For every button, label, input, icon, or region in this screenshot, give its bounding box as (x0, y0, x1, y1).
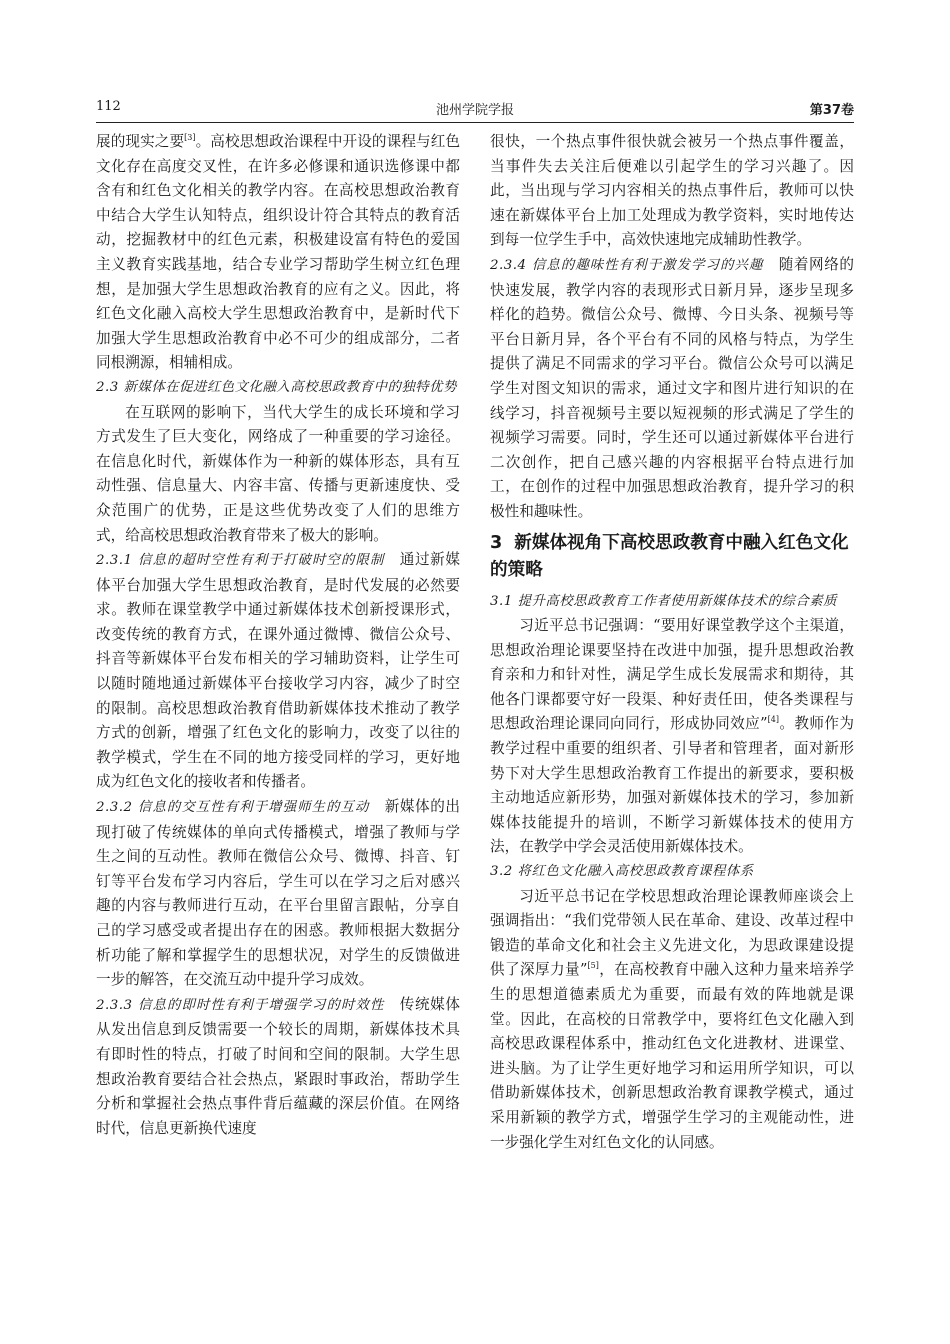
page-number: 112 (96, 99, 121, 114)
section-heading-2-3: 2.3 新媒体在促进红色文化融入高校思政教育中的独特优势 (96, 379, 457, 395)
running-header (96, 96, 854, 123)
paragraph: 在互联网的影响下，当代大学生的成长环境和学习方式发生了巨大变化，网络成了一种重要的学习途径。在信息化时代，新媒体作为一种新的媒体形态，具有互动性强、信息量大、内容丰富、传播与更新速度快、受众范围广的优势，正是这些优势改变了人们的思维方式，给高校思想政治教育带来了极大的影响。 (96, 403, 460, 544)
volume-label: 第37卷 (809, 103, 854, 118)
paragraph: 2.3.4 信息的趣味性有利于激发学习的兴趣 随着网络的快速发展，教学内容的表现形式日新月异，逐步呈现多样化的趋势。微信公众号、微博、今日头条、视频号等平台日新月异，各个平台有不同的风格与特点，为学生提供了满足不同需求的学习平台。微信公众号可以满足学生对图文知识的需求，通过文字和图片进行知识的在线学习，抖音视频号主要以短视频的形式满足了学生的视频学习需要。同时，学生还可以通过新媒体平台进行二次创作，把自己感兴趣的内容根据平台特点进行加工，在创作的过程中加强思想政治教育，提升学习的积极性和趣味性。 (490, 255, 854, 520)
citation-ref[interactable]: [3] (184, 133, 196, 143)
paragraph: 展的现实之要[3]。高校思想政治课程中开设的课程与红色文化存在高度交叉性，在许多必修课和通识选修课中都含有和红色文化相关的教学内容。在高校思想政治教育中结合大学生认知特点，组织设计符合其特点的教育活动，挖掘教材中的红色元素，积极建设富有特色的爱国主义教育实践基地，结合专业学习帮助学生树立红色理想，是加强大学生思想政治教育的应有之义。因此，将红色文化融入高校大学生思想政治教育中，是新时代下加强大学生思想政治教育中必不可少的组成部分，二者同根溯源，相辅相成。 (96, 133, 460, 372)
citation-ref[interactable]: [4] (767, 715, 779, 725)
left-column (96, 130, 460, 1141)
subsection-heading-3-2: 3.2 将红色文化融入高校思政教育课程体系 (490, 864, 754, 880)
paragraph: 2.3.3 信息的即时性有利于增强学习的时效性 传统媒体从发出信息到反馈需要一个较长的周期，新媒体技术具有即时性的特点，打破了时间和空间的限制。大学生思想政治教育要结合社会热点，紧跟时事政治，帮助学生分析和掌握社会热点事件背后蕴藏的深层价值。在网络时代，信息更新换代速度 (96, 995, 460, 1137)
paragraph: 很快，一个热点事件很快就会被另一个热点事件覆盖，当事件失去关注后便难以引起学生的学习兴趣了。因此，当出现与学习内容相关的热点事件后，教师可以快速在新媒体平台上加工处理成为教学资料，实时地传达到每一位学生手中，高效快速地完成辅助性教学。 (490, 133, 854, 249)
subsection-heading-2-3-1: 2.3.1 信息的超时空性有利于打破时空的限制 (96, 553, 385, 569)
citation-ref[interactable]: [5] (587, 961, 599, 971)
paragraph: 2.3.1 信息的超时空性有利于打破时空的限制 通过新媒体平台加强大学生思想政治教育，是时代发展的必然要求。教师在课堂教学中通过新媒体技术创新授课形式，改变传统的教育方式，在课外通过微博、微信公众号、抖音等新媒体平台发布相关的学习辅助资料，让学生可以随时随地通过新媒体平台接收学习内容，减少了时空的限制。高校思想政治教育借助新媒体技术推动了教学方式的创新，增强了红色文化的影响力，改变了以往的教学模式，学生在不同的地方接受同样的学习，更好地成为红色文化的接收者和传播者。 (96, 551, 460, 791)
section-heading-3: 3 新媒体视角下高校思政教育中融入红色文化的策略 (490, 532, 849, 580)
right-column (490, 130, 854, 1155)
paragraph: 习近平总书记强调：“要用好课堂教学这个主渠道，思想政治理论课要坚持在改进中加强，提升思想政治教育亲和力和针对性，满足学生成长发展需求和期待，其他各门课都要守好一段渠、种好责任田，使各类课程与思想政治理论课同向同行，形成协同效应”[4]。教师作为教学过程中重要的组织者、引导者和管理者，面对新形势下对大学生思想政治教育工作提出的新要求，要积极主动地适应新形势，加强对新媒体技术的学习，参加新媒体技能提升的培训，不断学习新媒体技术的使用方法，在教学中学会灵活使用新媒体技术。 (490, 617, 854, 856)
subsection-heading-2-3-2: 2.3.2 信息的交互性有利于增强师生的互动 (96, 800, 370, 816)
paragraph: 习近平总书记在学校思想政治理论课教师座谈会上强调指出：“我们党带领人民在革命、建设、改革过程中锻造的革命文化和社会主义先进文化，为思政课建设提供了深厚力量”[5]，在高校教育中融入这种力量来培养学生的思想道德素质尤为重要，而最有效的阵地就是课堂。因此，在高校的日常教学中，要将红色文化融入到高校思政课程体系中，推动红色文化进教材、进课堂、进头脑。为了让学生更好地学习和运用所学知识，可以借助新媒体技术，创新思想政治教育课教学模式，通过采用新颖的教学方式，增强学生学习的主观能动性，进一步强化学生对红色文化的认同感。 (490, 887, 854, 1151)
journal-title: 池州学院学报 (435, 103, 514, 118)
subsection-heading-3-1: 3.1 提升高校思政教育工作者使用新媒体技术的综合素质 (490, 593, 838, 609)
subsection-heading-2-3-3: 2.3.3 信息的即时性有利于增强学习的时效性 (96, 997, 385, 1013)
subsection-heading-2-3-4: 2.3.4 信息的趣味性有利于激发学习的兴趣 (490, 257, 764, 273)
paragraph: 2.3.2 信息的交互性有利于增强师生的互动 新媒体的出现打破了传统媒体的单向式传播模式，增强了教师与学生之间的互动性。教师在微信公众号、微博、抖音、钉钉等平台发布学习内容后，学生可以在学习之后对感兴趣的内容与教师进行互动，在平台里留言跟帖，分享自己的学习感受或者提出存在的困惑。教师根据大数据分析功能了解和掌握学生的思想状况，对学生的反馈做进一步的解答，在交流互动中提升学习成效。 (96, 798, 460, 989)
